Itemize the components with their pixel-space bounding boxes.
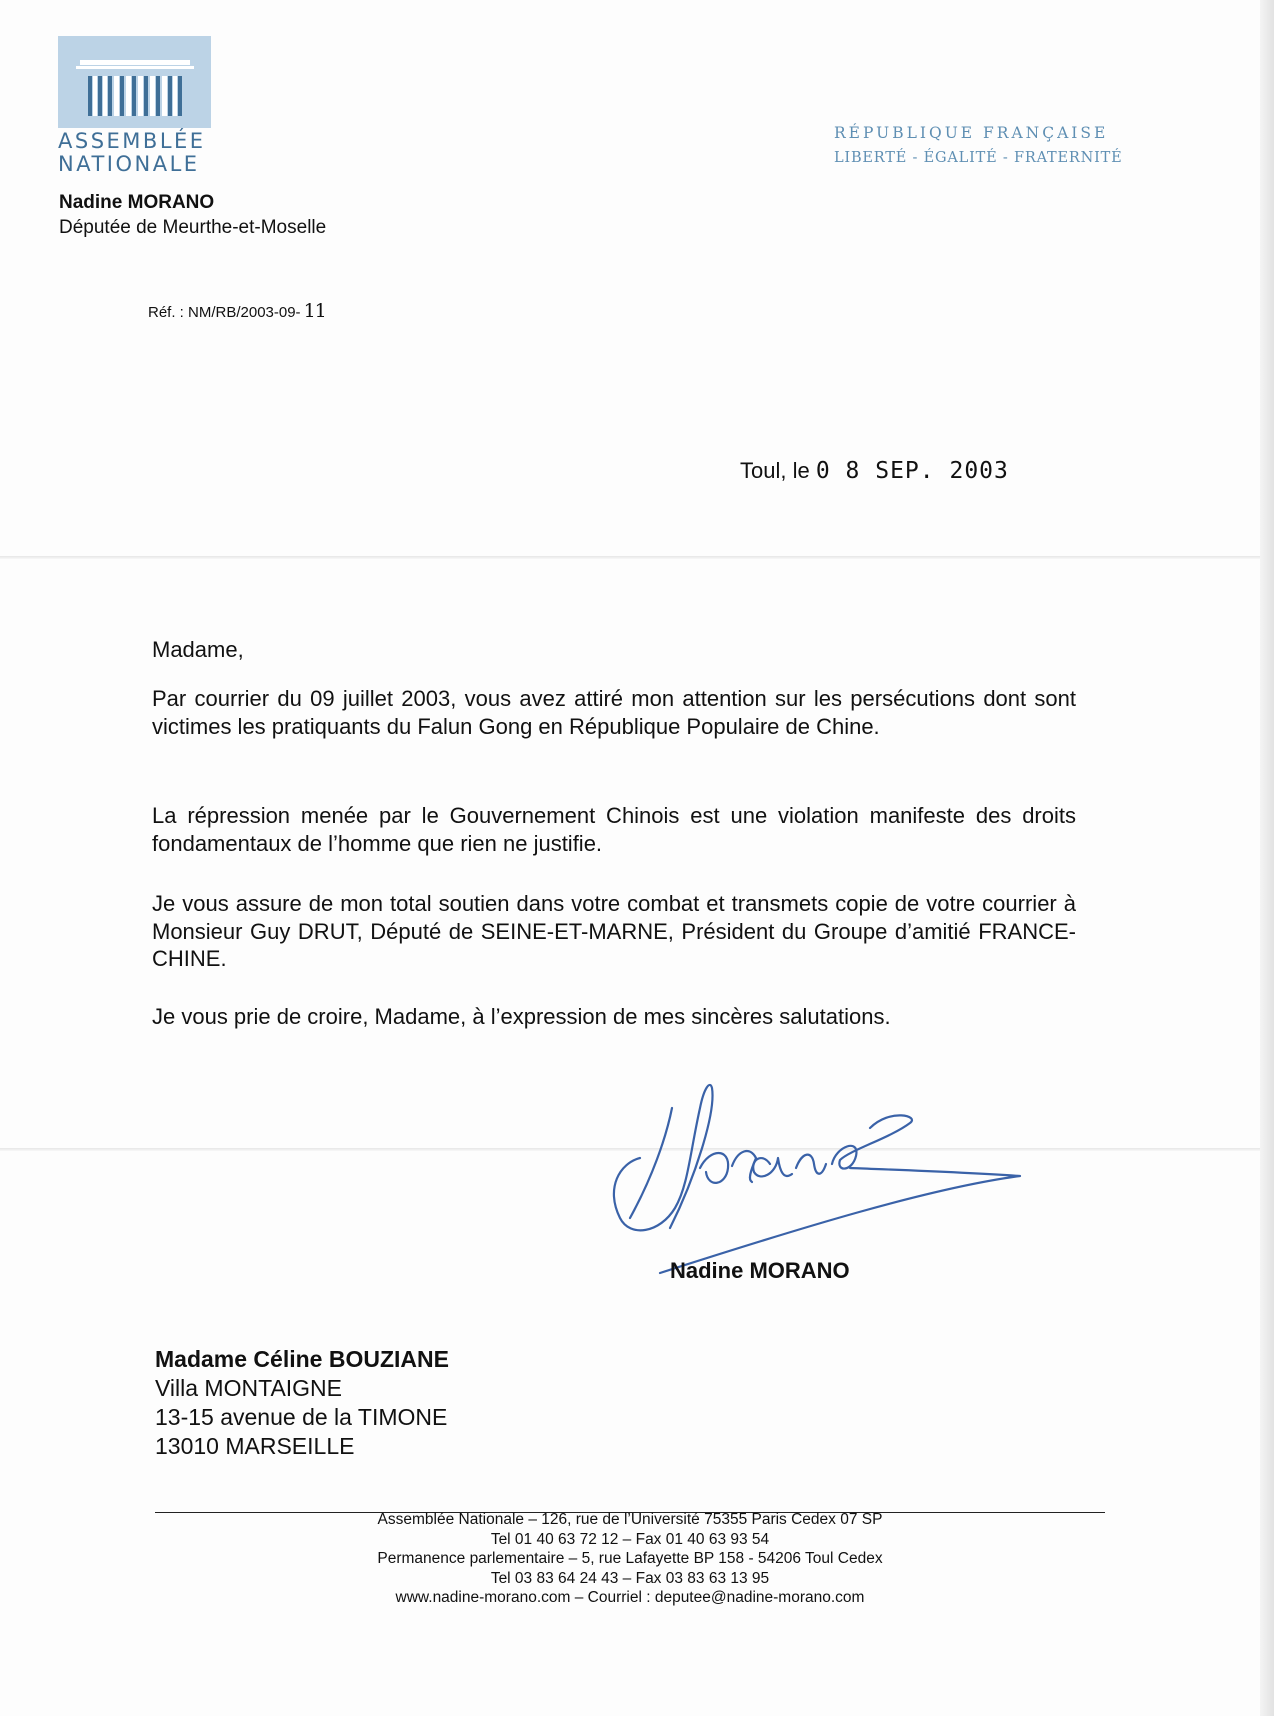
logo-text [58, 130, 211, 176]
letter-paragraph: Je vous prie de croire, Madame, à l’expression de mes sincères salutations. [152, 1004, 891, 1029]
letter-paragraph: La répression menée par le Gouvernement Chinois est une violation manifeste des droits fondamentaux de l’homme que rien ne justifie. [152, 803, 1076, 856]
salutation: Madame, [152, 637, 244, 662]
footer-line: Permanence parlementaire – 5, rue Lafayette BP 158 - 54206 Toul Cedex [377, 1550, 883, 1567]
parliament-building-icon [58, 36, 211, 128]
author-name: Nadine MORANO [59, 192, 215, 213]
signature-name: Nadine MORANO [670, 1258, 850, 1283]
reference-handwritten-number: 11 [303, 300, 326, 322]
recipient-address-line: 13-15 avenue de la TIMONE [155, 1404, 448, 1430]
recipient-address-line: Villa MONTAIGNE [155, 1375, 343, 1401]
letter-paragraph: Je vous assure de mon total soutien dans votre combat et transmets copie de votre courrier à Monsieur Guy DRUT, Député de SEINE-ET-MARNE, Président du Groupe d’amitié FRANCE-CHINE. [152, 891, 1076, 971]
date-line [740, 458, 1009, 484]
reference-line [148, 300, 326, 322]
footer [300, 1510, 960, 1608]
assemblee-nationale-logo [58, 36, 211, 176]
footer-line: Tel 03 83 64 24 43 – Fax 03 83 63 13 95 [490, 1569, 770, 1587]
logo-line-2: NATIONALE [58, 152, 200, 176]
footer-line: Tel 01 40 63 72 12 – Fax 01 40 63 93 54 [490, 1530, 770, 1548]
logo-line-1: ASSEMBLÉE [58, 129, 206, 153]
handwritten-signature [600, 1068, 1070, 1283]
recipient-address-line: 13010 MARSEILLE [155, 1433, 355, 1459]
republic-heading: RÉPUBLIQUE FRANÇAISE [834, 124, 1109, 142]
letter-paragraph: Par courrier du 09 juillet 2003, vous avez attiré mon attention sur les persécutions dont sont victimes les pratiquants du Falun Gong en République Populaire de Chine. [152, 686, 1076, 739]
footer-line: www.nadine-morano.com – Courriel : deputee@nadine-morano.com [395, 1589, 865, 1606]
recipient-name: Madame Céline BOUZIANE [155, 1346, 449, 1372]
paper-fold-line [0, 556, 1274, 559]
date-prefix: Toul, le [740, 458, 810, 483]
footer-line: Assemblée Nationale – 126, rue de l’Université 75355 Paris Cedex 07 SP [377, 1511, 883, 1528]
reference-label: Réf. : NM/RB/2003-09- [148, 304, 301, 321]
republic-motto: LIBERTÉ - ÉGALITÉ - FRATERNITÉ [834, 150, 1123, 166]
author-role: Députée de Meurthe-et-Moselle [59, 217, 327, 238]
scan-edge [1260, 0, 1274, 1716]
date-stamp: 0 8 SEP. 2003 [815, 458, 1009, 484]
